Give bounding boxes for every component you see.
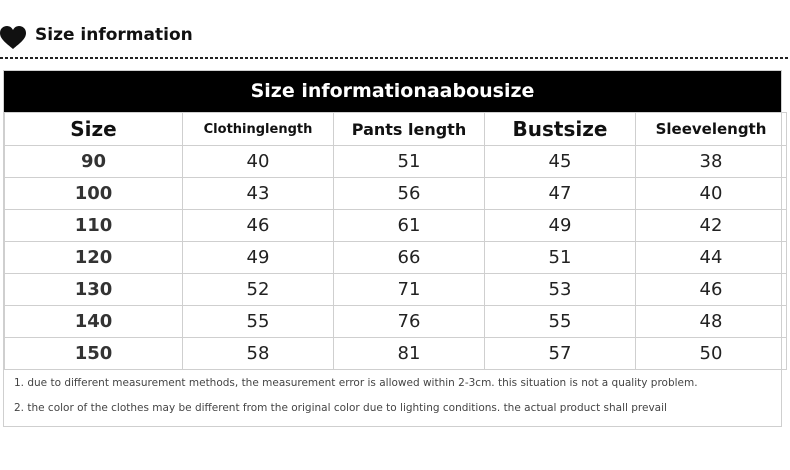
table-row [5, 146, 787, 178]
cell-pants-length: 51 [334, 146, 485, 178]
cell-pants-length: 71 [334, 274, 485, 306]
cell-sleeve-length: 38 [636, 146, 787, 178]
cell-sleeve-length: 44 [636, 242, 787, 274]
heart-icon [0, 26, 26, 50]
cell-clothing-length: 52 [183, 274, 334, 306]
cell-pants-length: 81 [334, 338, 485, 370]
table-row [5, 306, 787, 338]
table-row [5, 242, 787, 274]
cell-bust-size: 45 [485, 146, 636, 178]
size-grid [4, 112, 787, 370]
table-header-row [5, 113, 787, 146]
column-header-bust-size: Bustsize [485, 113, 636, 146]
cell-sleeve-length: 42 [636, 210, 787, 242]
page-title: Size information [35, 25, 193, 45]
note-item: 1. due to different measurement methods, the measurement error is allowed within 2-3cm. this situation is not a quality problem. [14, 377, 698, 389]
cell-pants-length: 56 [334, 178, 485, 210]
cell-size: 90 [5, 146, 183, 178]
notes [4, 367, 781, 427]
cell-clothing-length: 43 [183, 178, 334, 210]
divider [0, 56, 790, 60]
cell-size: 150 [5, 338, 183, 370]
cell-bust-size: 51 [485, 242, 636, 274]
cell-sleeve-length: 48 [636, 306, 787, 338]
cell-sleeve-length: 50 [636, 338, 787, 370]
cell-size: 130 [5, 274, 183, 306]
column-header-sleeve-length: Sleevelength [636, 113, 787, 146]
cell-bust-size: 53 [485, 274, 636, 306]
cell-bust-size: 55 [485, 306, 636, 338]
cell-clothing-length: 49 [183, 242, 334, 274]
table-banner: Size informationaabousize [4, 71, 781, 112]
cell-bust-size: 47 [485, 178, 636, 210]
cell-sleeve-length: 40 [636, 178, 787, 210]
cell-bust-size: 57 [485, 338, 636, 370]
column-header-size: Size [5, 113, 183, 146]
cell-bust-size: 49 [485, 210, 636, 242]
cell-sleeve-length: 46 [636, 274, 787, 306]
cell-clothing-length: 46 [183, 210, 334, 242]
cell-size: 110 [5, 210, 183, 242]
cell-pants-length: 76 [334, 306, 485, 338]
column-header-pants-length: Pants length [334, 113, 485, 146]
cell-clothing-length: 40 [183, 146, 334, 178]
cell-pants-length: 61 [334, 210, 485, 242]
page-header [0, 22, 790, 52]
cell-pants-length: 66 [334, 242, 485, 274]
table-row [5, 210, 787, 242]
column-header-clothing-length: Clothinglength [183, 113, 334, 146]
cell-size: 140 [5, 306, 183, 338]
cell-size: 100 [5, 178, 183, 210]
size-table [3, 70, 782, 427]
note-item: 2. the color of the clothes may be different from the original color due to lighting conditions. the actual product shall prevail [14, 402, 667, 414]
table-row [5, 338, 787, 370]
table-row [5, 178, 787, 210]
cell-clothing-length: 55 [183, 306, 334, 338]
table-row [5, 274, 787, 306]
cell-size: 120 [5, 242, 183, 274]
cell-clothing-length: 58 [183, 338, 334, 370]
